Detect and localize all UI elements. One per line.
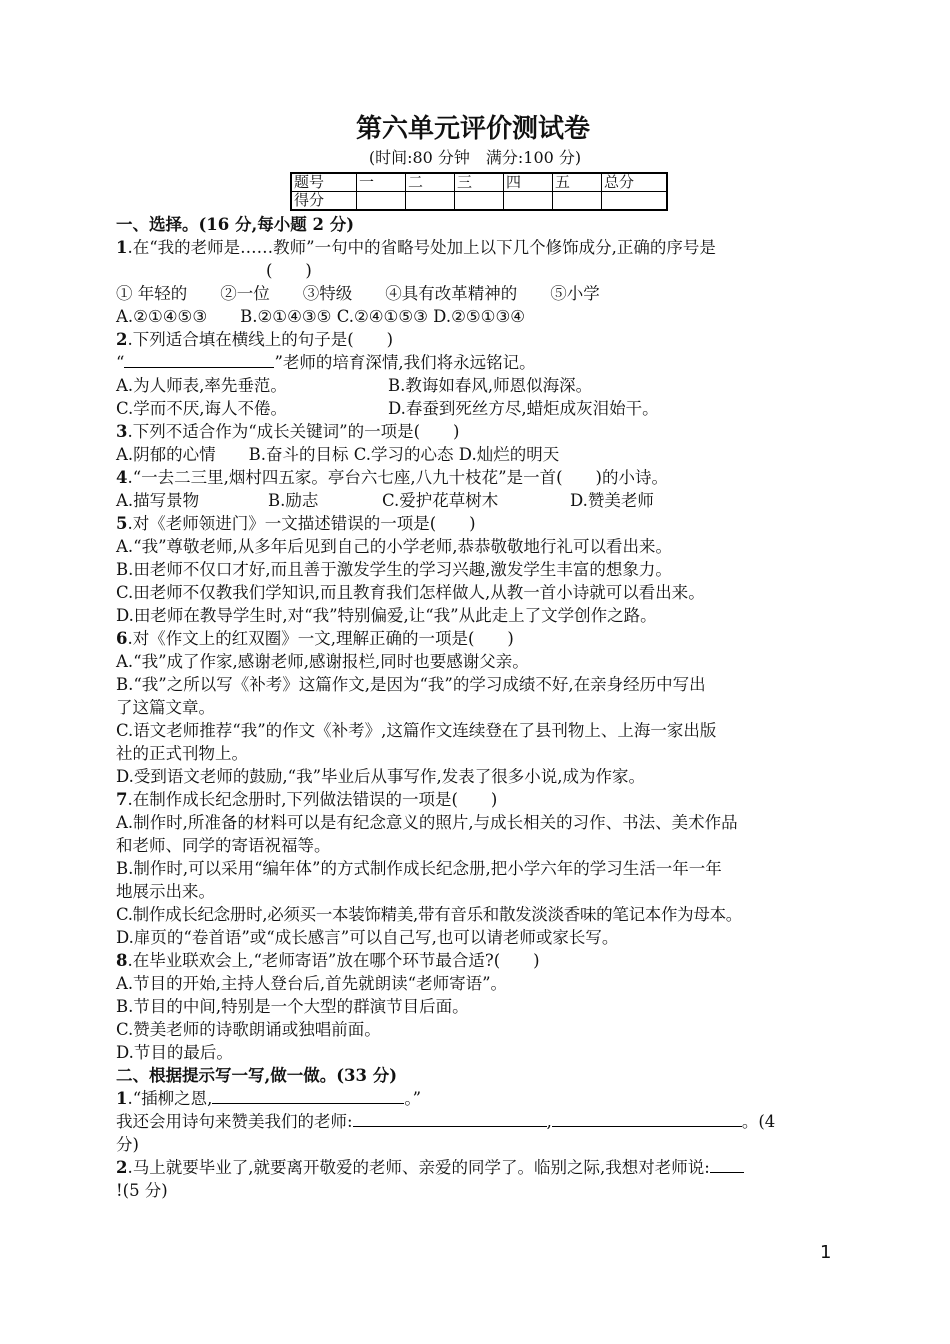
prompt-text: 我还会用诗句来赞美我们的老师:	[116, 1112, 353, 1131]
option-a[interactable]: A.描写景物	[116, 491, 200, 510]
question-options: A.②①④⑤③ B.②①④③⑤ C.②④①⑤③ D.②⑤①③④	[116, 307, 526, 326]
option-a-cont: 和老师、同学的寄语祝福等。	[116, 836, 331, 855]
question-items: ① 年轻的 ②一位 ③特级 ④具有改革精神的 ⑤小学	[116, 284, 600, 303]
score-cell: 题号	[291, 173, 357, 192]
question-5	[116, 512, 834, 535]
option-c[interactable]: C.赞美老师的诗歌朗诵或独唱前面。	[116, 1020, 381, 1039]
option-c-cont: 社的正式刊物上。	[116, 744, 248, 763]
question-4	[116, 466, 834, 489]
question-number: 1	[116, 1089, 128, 1108]
page-number: 1	[820, 1242, 832, 1263]
prompt-text: 。(4	[741, 1112, 776, 1131]
option-d[interactable]: D.田老师在教导学生时,对“我”特别偏爱,让“我”从此走上了文学创作之路。	[116, 606, 657, 625]
section1-heading: 一、选择。(16 分,每小题 2 分)	[116, 215, 355, 234]
question-8	[116, 949, 834, 972]
answer-paren: ( )	[266, 261, 312, 280]
fill-sentence	[116, 351, 834, 374]
prompt-text: 。”	[404, 1089, 422, 1108]
option-b[interactable]: B.励志	[268, 491, 319, 510]
question-1	[116, 236, 834, 259]
question-stem: .在制作成长纪念册时,下列做法错误的一项是( )	[127, 790, 498, 809]
option-d[interactable]: D.扉页的“卷首语”或“成长感言”可以自己写,也可以请老师或家长写。	[116, 928, 619, 947]
question-3	[116, 420, 834, 443]
score-input-cell[interactable]	[602, 192, 668, 211]
score-cell: 四	[504, 173, 553, 192]
score-input-cell[interactable]	[504, 192, 553, 211]
question-number: 3	[116, 422, 128, 441]
options-row	[116, 397, 834, 420]
points-text: !(5 分)	[116, 1181, 168, 1200]
quote-open: “	[116, 353, 125, 372]
score-input-cell[interactable]	[553, 192, 602, 211]
option-b[interactable]: B.节目的中间,特别是一个大型的群演节目后面。	[116, 997, 469, 1016]
prompt-text: .马上就要毕业了,就要离开敬爱的老师、亲爱的同学了。临别之际,我想对老师说:	[127, 1158, 710, 1177]
section2-question-2	[116, 1156, 834, 1179]
option-c[interactable]: C.语文老师推荐“我”的作文《补考》,这篇作文连续登在了县刊物上、上海一家出版	[116, 721, 717, 740]
question-stem: .下列不适合作为“成长关键词”的一项是( )	[127, 422, 460, 441]
question-7	[116, 788, 834, 811]
score-input-cell[interactable]	[406, 192, 455, 211]
score-table-score-row	[291, 192, 667, 211]
option-a[interactable]: A.“我”尊敬老师,从多年后见到自己的小学老师,恭恭敬敬地行礼可以看出来。	[116, 537, 673, 556]
option-b-cont: 了这篇文章。	[116, 698, 215, 717]
section2-question-1-line2	[116, 1110, 834, 1133]
option-d[interactable]: D.春蚕到死丝方尽,蜡炬成灰泪始干。	[388, 399, 659, 418]
answer-blank[interactable]	[212, 1087, 404, 1104]
option-c[interactable]: C.学而不厌,诲人不倦。	[116, 399, 288, 418]
option-b[interactable]: B.“我”之所以写《补考》这篇作文,是因为“我”的学习成绩不好,在亲身经历中写出	[116, 675, 706, 694]
option-a[interactable]: A.制作时,所准备的材料可以是有纪念意义的照片,与成长相关的习作、书法、美术作品	[116, 813, 738, 832]
option-c[interactable]: C.田老师不仅教我们学知识,而且教育我们怎样做人,从教一首小诗就可以看出来。	[116, 583, 705, 602]
points-text: 分)	[116, 1135, 139, 1154]
option-a[interactable]: A.“我”成了作家,感谢老师,感谢报栏,同时也要感谢父亲。	[116, 652, 529, 671]
sentence-text: ”老师的培育深情,我们将永远铭记。	[274, 353, 536, 372]
option-d[interactable]: D.节目的最后。	[116, 1043, 233, 1062]
question-2	[116, 328, 834, 351]
question-options: A.阴郁的心情 B.奋斗的目标 C.学习的心态 D.灿烂的明天	[116, 445, 560, 464]
question-number: 6	[116, 629, 128, 648]
option-b-cont: 地展示出来。	[116, 882, 215, 901]
question-number: 8	[116, 951, 128, 970]
option-d[interactable]: D.赞美老师	[570, 491, 654, 510]
question-stem: .对《作文上的红双圈》一文,理解正确的一项是( )	[127, 629, 514, 648]
score-input-cell[interactable]	[455, 192, 504, 211]
options-row	[116, 374, 834, 397]
question-stem: .对《老师领进门》一文描述错误的一项是( )	[127, 514, 476, 533]
question-number: 7	[116, 790, 128, 809]
question-number: 2	[116, 330, 128, 349]
prompt-text: ,	[546, 1112, 552, 1131]
score-cell: 二	[406, 173, 455, 192]
section2-question-1	[116, 1087, 834, 1110]
score-table	[290, 172, 668, 211]
option-a[interactable]: A.节目的开始,主持人登台后,首先就朗读“老师寄语”。	[116, 974, 508, 993]
score-cell: 总分	[602, 173, 668, 192]
question-number: 1	[116, 238, 128, 257]
question-stem: .在“我的老师是……教师”一句中的省略号处加上以下几个修饰成分,正确的序号是	[127, 238, 716, 257]
option-b[interactable]: B.教诲如春风,师恩似海深。	[388, 376, 593, 395]
question-number: 2	[116, 1158, 128, 1177]
question-number: 5	[116, 514, 128, 533]
answer-blank[interactable]	[710, 1156, 744, 1173]
options-row	[116, 489, 834, 512]
score-cell: 得分	[291, 192, 357, 211]
prompt-text: .“插柳之恩,	[127, 1089, 213, 1108]
section2-heading: 二、根据提示写一写,做一做。(33 分)	[116, 1066, 398, 1085]
answer-blank[interactable]	[552, 1110, 742, 1127]
score-cell: 三	[455, 173, 504, 192]
option-b[interactable]: B.田老师不仅口才好,而且善于激发学生的学习兴趣,激发学生丰富的想象力。	[116, 560, 672, 579]
option-c[interactable]: C.爱护花草树木	[382, 491, 499, 510]
option-a[interactable]: A.为人师表,率先垂范。	[116, 376, 287, 395]
question-stem: .在毕业联欢会上,“老师寄语”放在哪个环节最合适?( )	[127, 951, 540, 970]
score-input-cell[interactable]	[357, 192, 406, 211]
answer-blank[interactable]	[124, 351, 274, 368]
exam-title: 第六单元评价测试卷	[355, 114, 590, 144]
exam-subtitle: (时间:80 分钟 满分:100 分)	[368, 148, 582, 167]
answer-blank[interactable]	[353, 1110, 547, 1127]
option-d[interactable]: D.受到语文老师的鼓励,“我”毕业后从事写作,发表了很多小说,成为作家。	[116, 767, 645, 786]
question-6	[116, 627, 834, 650]
question-number: 4	[116, 468, 128, 487]
option-c[interactable]: C.制作成长纪念册时,必须买一本装饰精美,带有音乐和散发淡淡香味的笔记本作为母本。	[116, 905, 742, 924]
option-b[interactable]: B.制作时,可以采用“编年体”的方式制作成长纪念册,把小学六年的学习生活一年一年	[116, 859, 722, 878]
exam-page	[116, 112, 834, 1202]
score-cell: 五	[553, 173, 602, 192]
question-stem: .下列适合填在横线上的句子是( )	[127, 330, 394, 349]
score-table-header-row	[291, 173, 667, 192]
score-cell: 一	[357, 173, 406, 192]
question-stem: .“一去二三里,烟村四五家。亭台六七座,八九十枝花”是一首( )的小诗。	[127, 468, 668, 487]
